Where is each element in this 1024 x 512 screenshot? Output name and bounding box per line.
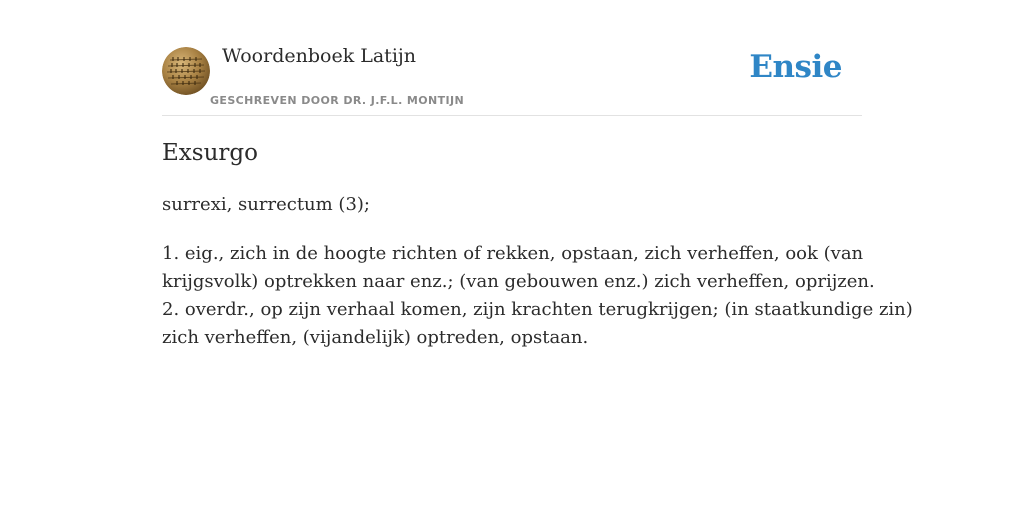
latin-inscription-coin-icon[interactable] bbox=[162, 47, 210, 95]
definition-line: krijgsvolk) optrekken naar enz.; (van gebouwen enz.) zich verheffen, oprijzen. bbox=[162, 271, 875, 292]
definition-line: zich verheffen, (vijandelijk) optreden, opstaan. bbox=[162, 327, 589, 348]
page-container bbox=[162, 0, 913, 348]
entry-definition bbox=[162, 240, 913, 352]
definition-line: 2. overdr., op zijn verhaal komen, zijn krachten terugkrijgen; (in staatkundige zin) bbox=[162, 299, 913, 320]
ensie-logo-link[interactable]: Ensie bbox=[749, 49, 842, 85]
entry-title: Exsurgo bbox=[162, 140, 258, 166]
author-byline: GESCHREVEN DOOR DR. J.F.L. MONTIJN bbox=[210, 94, 465, 107]
definition-line: 1. eig., zich in de hoogte richten of rekken, opstaan, zich verheffen, ook (van bbox=[162, 243, 864, 264]
page-header bbox=[162, 0, 862, 116]
dictionary-title-link[interactable]: Woordenboek Latijn bbox=[222, 45, 417, 67]
entry-forms: surrexi, surrectum (3); bbox=[162, 194, 370, 215]
